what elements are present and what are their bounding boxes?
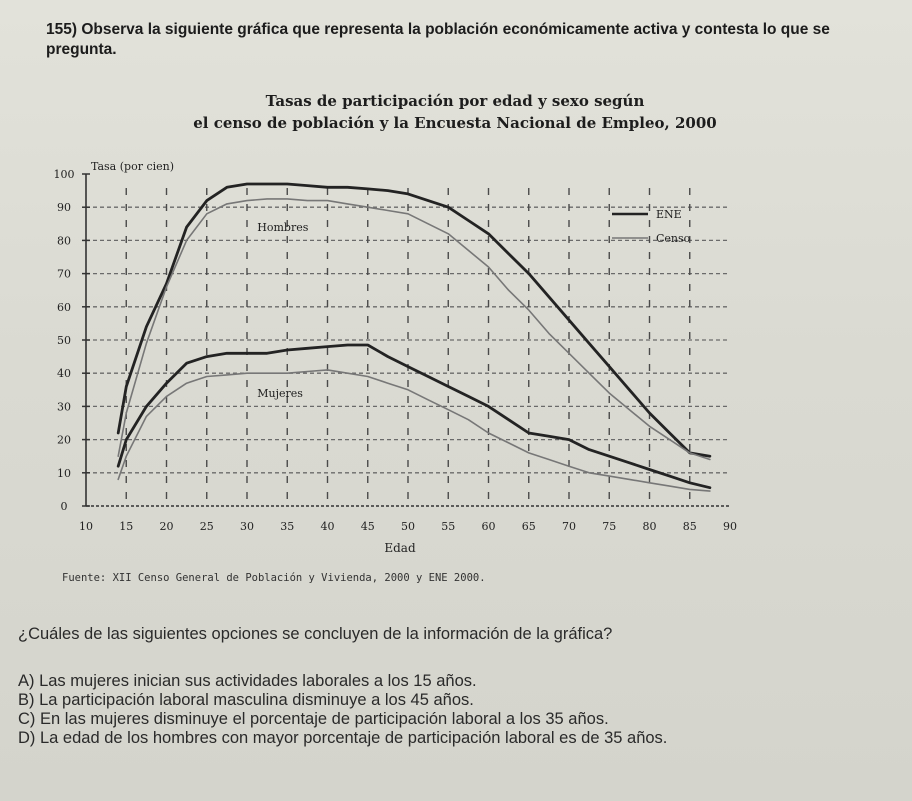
y-tick-label: 30 (57, 400, 71, 414)
y-tick-label: 10 (57, 466, 71, 480)
x-tick-label: 75 (602, 520, 617, 533)
y-tick-label: 50 (57, 334, 71, 347)
x-tick-label: 25 (199, 520, 214, 533)
answer-options (18, 672, 667, 748)
option-b[interactable]: B) La participación laboral masculina disminuye a los 45 años. (18, 691, 474, 709)
legend-label: Censo (656, 232, 691, 245)
chart-title: Tasas de participación por edad y sexo según (265, 92, 645, 110)
x-tick-label: 10 (79, 520, 93, 533)
question-number: 155) (46, 21, 78, 38)
x-tick-label: 80 (642, 520, 657, 533)
x-axis-label: Edad (384, 541, 416, 555)
x-tick-label: 40 (320, 520, 335, 533)
x-tick-label: 60 (481, 520, 496, 533)
x-tick-label: 35 (280, 520, 295, 533)
y-tick-label: 90 (57, 201, 71, 215)
chart-legend (612, 208, 691, 245)
option-a[interactable]: A) Las mujeres inician sus actividades laborales a los 15 años. (18, 672, 477, 690)
option-c[interactable]: C) En las mujeres disminuye el porcentaje de participación laboral a los 35 años. (18, 710, 609, 728)
y-tick-label: 70 (57, 267, 71, 281)
x-tick-label: 30 (240, 520, 254, 533)
chart-source: Fuente: XII Censo General de Población y Vivienda, 2000 y ENE 2000. (62, 572, 486, 584)
x-tick-label: 50 (401, 520, 415, 533)
x-tick-label: 90 (723, 520, 737, 533)
y-tick-label: 0 (60, 500, 68, 513)
series-annotation: Hombres (257, 221, 309, 235)
question-text: Observa la siguiente gráfica que representa la población económicamente activa y contesta lo que se pregunta. (46, 21, 830, 58)
x-tick-label: 20 (159, 520, 174, 533)
x-tick-label: 15 (119, 520, 134, 533)
option-d[interactable]: D) La edad de los hombres con mayor porcentaje de participación laboral es de 35 años. (18, 729, 668, 747)
y-tick-label: 80 (57, 234, 71, 248)
y-tick-label: 100 (53, 168, 75, 181)
x-tick-label: 85 (682, 520, 697, 533)
y-tick-label: 20 (57, 433, 71, 447)
chart-axes (54, 160, 738, 555)
y-tick-label: 60 (57, 300, 71, 314)
series-annotation: Mujeres (257, 387, 303, 401)
x-tick-label: 65 (521, 520, 536, 533)
chart-subtitle: el censo de población y la Encuesta Nacional de Empleo, 2000 (193, 114, 717, 132)
x-tick-label: 55 (441, 520, 456, 533)
x-tick-label: 70 (562, 520, 576, 533)
y-tick-label: 40 (57, 367, 71, 381)
x-tick-label: 45 (360, 520, 375, 533)
legend-label: ENE (656, 208, 682, 221)
question-prompt: ¿Cuáles de las siguientes opciones se concluyen de la información de la gráfica? (18, 625, 613, 643)
y-axis-label: Tasa (por cien) (91, 160, 175, 173)
